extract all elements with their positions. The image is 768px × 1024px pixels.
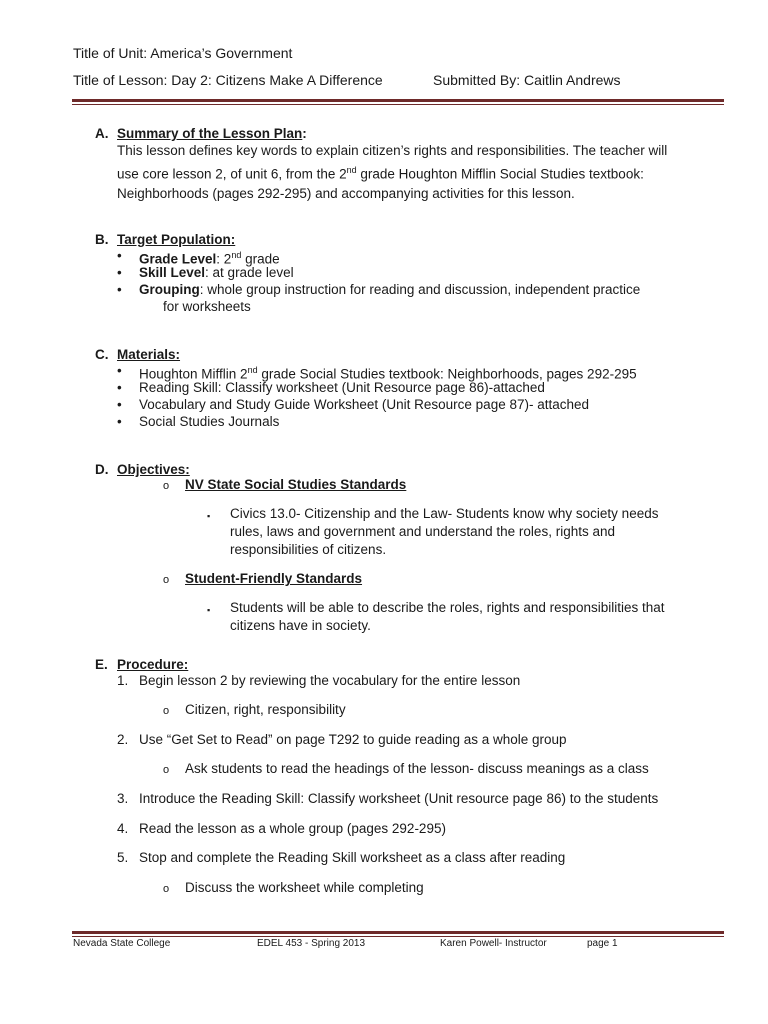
summary-line: Neighborhoods (pages 292-295) and accompanying activities for this lesson. xyxy=(117,185,575,201)
section-letter: B. xyxy=(95,232,109,247)
footer-course: EDEL 453 - Spring 2013 xyxy=(257,938,366,949)
section-title: Summary of the Lesson Plan xyxy=(117,126,303,141)
circle-bullet-icon: o xyxy=(163,705,170,717)
footer-rule-thin xyxy=(72,936,724,937)
header-rule-thin xyxy=(72,104,724,105)
footer-college: Nevada State College xyxy=(73,938,171,949)
bullet-continuation: for worksheets xyxy=(163,299,251,314)
section-letter: E. xyxy=(95,657,108,672)
section-title: Objectives: xyxy=(117,462,190,477)
section-letter: D. xyxy=(95,462,109,477)
bullet-icon: • xyxy=(117,414,122,429)
summary-line: use core lesson 2, of unit 6, from the 2nd grade Houghton Mifflin Social Studies textbook: xyxy=(117,164,644,181)
section-a-heading: A. Summary of the Lesson Plan: xyxy=(95,126,307,141)
circle-bullet-icon: o xyxy=(163,480,170,492)
circle-bullet-icon: o xyxy=(163,574,170,586)
circle-bullet-icon: o xyxy=(163,883,170,895)
bullet-icon: • xyxy=(117,380,122,395)
square-bullet-icon: ▪ xyxy=(207,511,211,521)
circle-bullet-icon: o xyxy=(163,764,170,776)
section-title: Procedure: xyxy=(117,657,189,672)
section-title: Target Population: xyxy=(117,232,236,247)
section-title: Materials: xyxy=(117,347,181,362)
unit-title: Title of Unit: America’s Government xyxy=(73,45,293,61)
square-bullet-icon: ▪ xyxy=(207,605,211,615)
footer-page-number: page 1 xyxy=(587,938,618,949)
section-letter: A. xyxy=(95,126,109,141)
bullet-icon: • xyxy=(117,397,122,412)
bullet-icon: • xyxy=(117,363,122,378)
lesson-title: Title of Lesson: Day 2: Citizens Make A Difference xyxy=(73,72,383,88)
summary-line: This lesson defines key words to explain citizen’s rights and responsibilities. The teacher will xyxy=(117,143,668,158)
bullet-icon: • xyxy=(117,265,122,280)
bullet-icon: • xyxy=(117,282,122,297)
bullet-icon: • xyxy=(117,248,122,263)
header-rule xyxy=(72,99,724,102)
summary-paragraph xyxy=(117,141,727,203)
submitted-by: Submitted By: Caitlin Andrews xyxy=(433,72,621,88)
footer-instructor: Karen Powell- Instructor xyxy=(440,938,547,949)
section-letter: C. xyxy=(95,347,109,362)
footer-rule xyxy=(72,931,724,934)
